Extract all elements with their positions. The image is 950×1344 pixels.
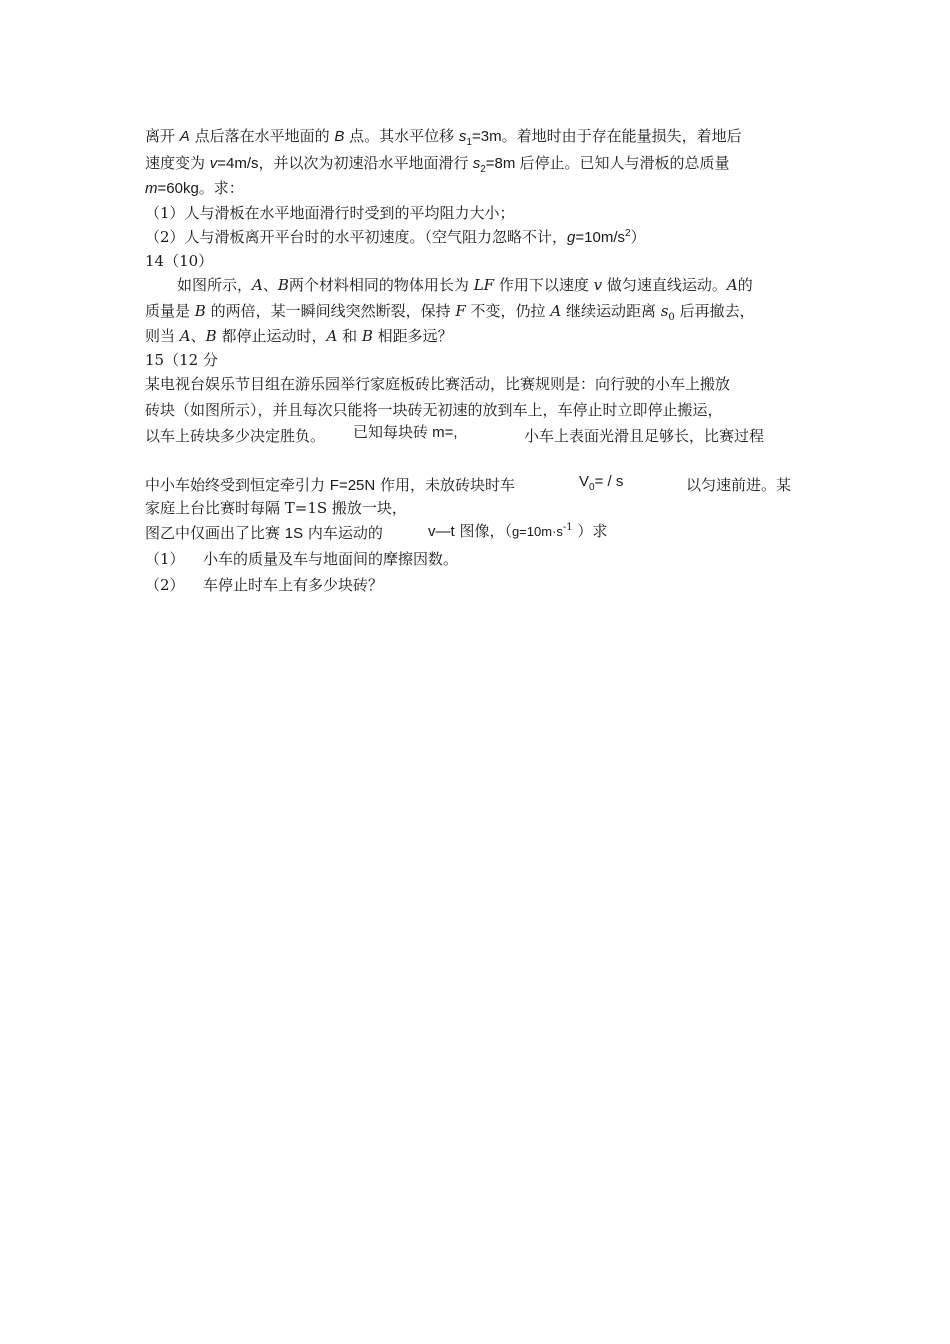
text: =3m。着地时由于存在能量损失，着地后	[471, 128, 742, 145]
text: 已知每块砖 m=,	[353, 424, 458, 441]
text: ）	[630, 228, 646, 246]
text: A	[252, 276, 263, 294]
p15-line-4-d	[686, 475, 791, 495]
p15-question-1	[203, 549, 458, 569]
p14-line-2	[145, 301, 755, 321]
text: F	[455, 302, 466, 320]
text: （2）	[145, 576, 185, 594]
text: 、	[190, 327, 206, 345]
text: 内车运动的	[303, 524, 383, 542]
subscript: 0	[589, 482, 595, 493]
text: 继续运动距离	[561, 302, 661, 320]
text: （2）人与滑板离开平台时的水平初速度。（空气阻力忽略不计，	[145, 228, 568, 246]
p13-line-1	[145, 126, 742, 147]
text: V	[579, 473, 590, 490]
p15-heading	[145, 350, 218, 370]
text: 如图所示，	[177, 276, 253, 294]
text: =60kg。求：	[157, 180, 244, 197]
text: B	[334, 128, 345, 145]
text: 中小车始终受到恒定牵引力	[145, 476, 330, 494]
text: 15（12 分	[145, 351, 218, 369]
text: 、	[262, 276, 278, 294]
p15-line-3-c	[524, 426, 764, 446]
text: LF	[473, 276, 495, 294]
p13-line-2	[145, 153, 730, 174]
text: 则当	[145, 327, 180, 345]
p15-line-2	[145, 400, 723, 420]
text: m	[145, 180, 158, 197]
text: 作用下以速度	[494, 276, 594, 294]
text: 作用，未放砖块时车	[375, 476, 516, 494]
p15-line-6-a	[145, 523, 383, 544]
text: 家庭上台比赛时每隔 T=1S 搬放一块，	[145, 499, 407, 517]
p14-line-3	[145, 326, 453, 346]
p14-line-1	[177, 275, 753, 295]
superscript: 2	[625, 228, 631, 239]
p15-line-4-a	[145, 475, 515, 496]
text: B	[277, 276, 289, 294]
p14-heading	[145, 251, 213, 271]
text: ）求	[572, 522, 608, 540]
text: 图乙中仅画出了比赛	[145, 524, 285, 542]
text: A	[179, 128, 190, 145]
p15-question-2	[203, 575, 383, 595]
text: B	[205, 327, 217, 345]
text: 点后落在水平地面的	[189, 127, 335, 145]
text: =4m/s，并以次为初速沿水平地面滑行	[217, 155, 473, 172]
text: s	[472, 155, 481, 172]
p15-line-6-b	[428, 521, 607, 542]
text: B	[361, 327, 373, 345]
p15-question-2-number	[145, 575, 185, 595]
text: 14（10）	[145, 252, 214, 270]
text: =8m 后停止。已知人与滑板的总质量	[485, 155, 730, 172]
text: A	[550, 302, 562, 320]
text: A	[179, 327, 191, 345]
text: 点。其水平位移	[344, 127, 459, 145]
text: （1）人与滑板在水平地面滑行时受到的平均阻力大小；	[145, 204, 515, 222]
text: （1）	[145, 550, 185, 568]
text: B	[194, 302, 206, 320]
p15-line-4-v0	[579, 472, 623, 492]
text: 小车的质量及车与地面间的摩擦因数。	[203, 550, 459, 568]
text: 两个材料相同的物体用长为	[288, 276, 474, 294]
text: 的	[737, 276, 753, 294]
text: 后再撤去，	[674, 302, 755, 320]
text: 速度变为	[145, 154, 210, 172]
text: 小车上表面光滑且足够长，比赛过程	[524, 427, 765, 445]
text: 离开	[145, 127, 180, 145]
subscript: 0	[668, 312, 675, 323]
text: 都停止运动时，	[216, 327, 327, 345]
text: 图像，（	[454, 522, 512, 540]
text: v	[209, 155, 218, 172]
text: v—t	[428, 523, 455, 540]
text: 以匀速前进。某	[686, 476, 792, 494]
text: 质量是	[145, 302, 195, 320]
p13-line-3	[145, 178, 244, 199]
text: 某电视台娱乐节目组在游乐园举行家庭板砖比赛活动，比赛规则是：向行驶的小车上搬放	[145, 375, 731, 393]
text: 和	[337, 327, 362, 345]
text: v	[593, 276, 603, 294]
subscript: 1	[466, 137, 472, 148]
text: 相距多远？	[372, 327, 453, 345]
p15-line-3-a	[145, 426, 325, 446]
subscript: 2	[480, 164, 486, 175]
text: g	[567, 229, 576, 246]
text: 做匀速直线运动。	[602, 276, 727, 294]
text: F=25N	[329, 477, 376, 494]
p15-line-3-b	[353, 423, 458, 443]
p15-line-1	[145, 374, 730, 394]
text: A	[726, 276, 738, 294]
text: 以车上砖块多少决定胜负。	[145, 427, 326, 445]
superscript: -1	[562, 522, 573, 533]
text: g=10m·s	[511, 524, 563, 539]
p15-line-5	[145, 498, 407, 518]
text: A	[326, 327, 338, 345]
text: s	[458, 128, 467, 145]
p13-question-2	[145, 227, 646, 248]
text: =10m/s	[575, 229, 625, 246]
text: 车停止时车上有多少块砖？	[203, 576, 384, 594]
text: = / s	[594, 473, 624, 490]
p15-question-1-number	[145, 549, 185, 569]
text: 1S	[284, 525, 304, 542]
text: 不变，仍拉	[465, 302, 551, 320]
text: 砖块（如图所示），并且每次只能将一块砖无初速的放到车上，车停止时立即停止搬运，	[145, 401, 723, 419]
text: 的两倍，某一瞬间线突然断裂，保持	[205, 302, 456, 320]
text: s	[660, 302, 669, 320]
p13-question-1	[145, 203, 515, 223]
